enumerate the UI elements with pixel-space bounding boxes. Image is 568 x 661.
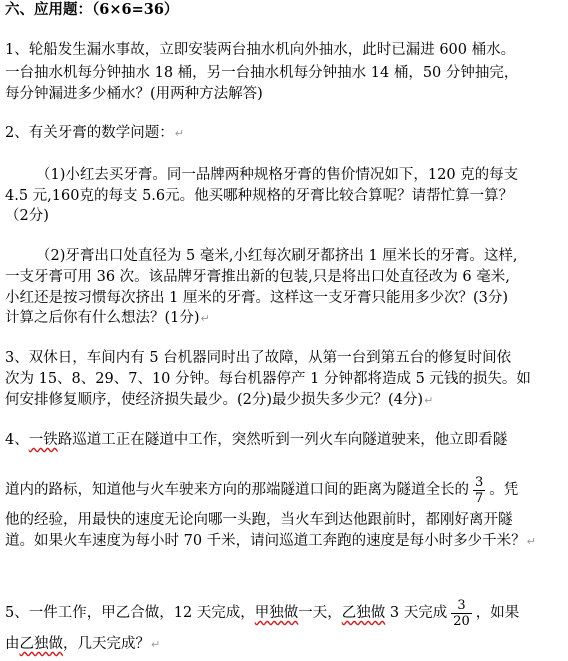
q5-line-1: 5、一件工作，甲乙合做，12 天完成，甲独做一天，乙独做 3 天完成 $\frac{3}{20}$ ，如果	[5, 597, 520, 629]
q5-line-2: 由乙独做，几天完成？↵	[5, 636, 161, 652]
spellcheck-underline: 乙独做	[341, 605, 386, 621]
q4-line-1: 4、一铁路巡道工正在隧道中工作，突然听到一列火车向隧道驶来，他立即看隧	[5, 432, 508, 448]
fraction-three-sevenths: $\frac{3}{7}$	[475, 474, 484, 506]
paragraph-mark-icon: ↵	[151, 638, 161, 651]
q2-part1-line-3: （2分)	[5, 208, 49, 224]
q2-part2-line-4: 计算之后你有什么想法？(1分)↵	[5, 310, 210, 326]
q3-line-3: 何安排修复顺序，使经济损失最少。(2分)最少损失多少元？(4分)↵	[5, 392, 434, 408]
paragraph-mark-icon: ↵	[424, 394, 434, 407]
section-title: 六、应用题：（6×6=36）	[5, 1, 179, 18]
q1-line-3: 每分钟漏进多少桶水？(用两种方法解答)	[5, 86, 263, 102]
q1-line-1: 1、轮船发生漏水事故，立即安装两台抽水机向外抽水，此时已漏进 600 桶水。	[5, 42, 516, 58]
q4-line-4: 道。如果火车速度为每小时 70 千米，请问巡道工奔跑的速度是每小时多少千米？↵	[5, 533, 536, 549]
q2-part2-line-1: （2)牙膏出口处直径为 5 毫米,小红每次刷牙都挤出 1 厘米长的牙膏。这样,	[36, 248, 518, 264]
q4-line-3: 他的经验，用最快的速度无论向哪一头跑，当火车到达他跟前时，都刚好离开隧	[5, 512, 513, 528]
q1-line-2: 一台抽水机每分钟抽水 18 桶，另一台抽水机每分钟抽水 14 桶，50 分钟抽完，	[5, 65, 519, 81]
spellcheck-underline: 甲独做	[254, 605, 299, 621]
fraction-three-twentieths: $\frac{3}{20}$	[453, 597, 470, 629]
q2-title: 2、有关牙膏的数学问题：↵	[5, 125, 184, 141]
q4-line-2: 道内的路标，知道他与火车驶来方向的那端隧道口间的距离为隧道全长的 $\frac{3}{7}$ 。凭	[5, 474, 519, 506]
q2-part2-line-3: 小红还是按习惯每次挤出 1 厘米的牙膏。这样这一支牙膏只能用多少次？(3分)	[5, 290, 508, 306]
q2-part1-line-2: 4.5 元,160克的每支 5.6元。他买哪种规格的牙膏比较合算呢？请帮忙算一算？	[5, 188, 514, 204]
q3-line-2: 次为 15、8、29、7、10 分钟。每台机器停产 1 分钟都将造成 5 元钱的损失。如	[5, 371, 531, 387]
q2-part2-line-2: 一支牙膏可用 36 次。该品牌牙膏推出新的包装,只是将出口处直径改为 6 毫米,	[5, 269, 510, 285]
paragraph-mark-icon: ↵	[174, 127, 184, 140]
q3-line-1: 3、双休日，车间内有 5 台机器同时出了故障，从第一台到第五台的修复时间依	[5, 350, 512, 366]
paragraph-mark-icon: ↵	[526, 535, 536, 548]
spellcheck-underline: 一铁	[28, 432, 58, 448]
spellcheck-underline: 乙独做	[19, 636, 63, 652]
paragraph-mark-icon: ↵	[200, 312, 210, 325]
q2-part1-line-1: （1)小红去买牙膏。同一品牌两种规格牙膏的售价情况如下，120 克的每支	[36, 167, 519, 183]
